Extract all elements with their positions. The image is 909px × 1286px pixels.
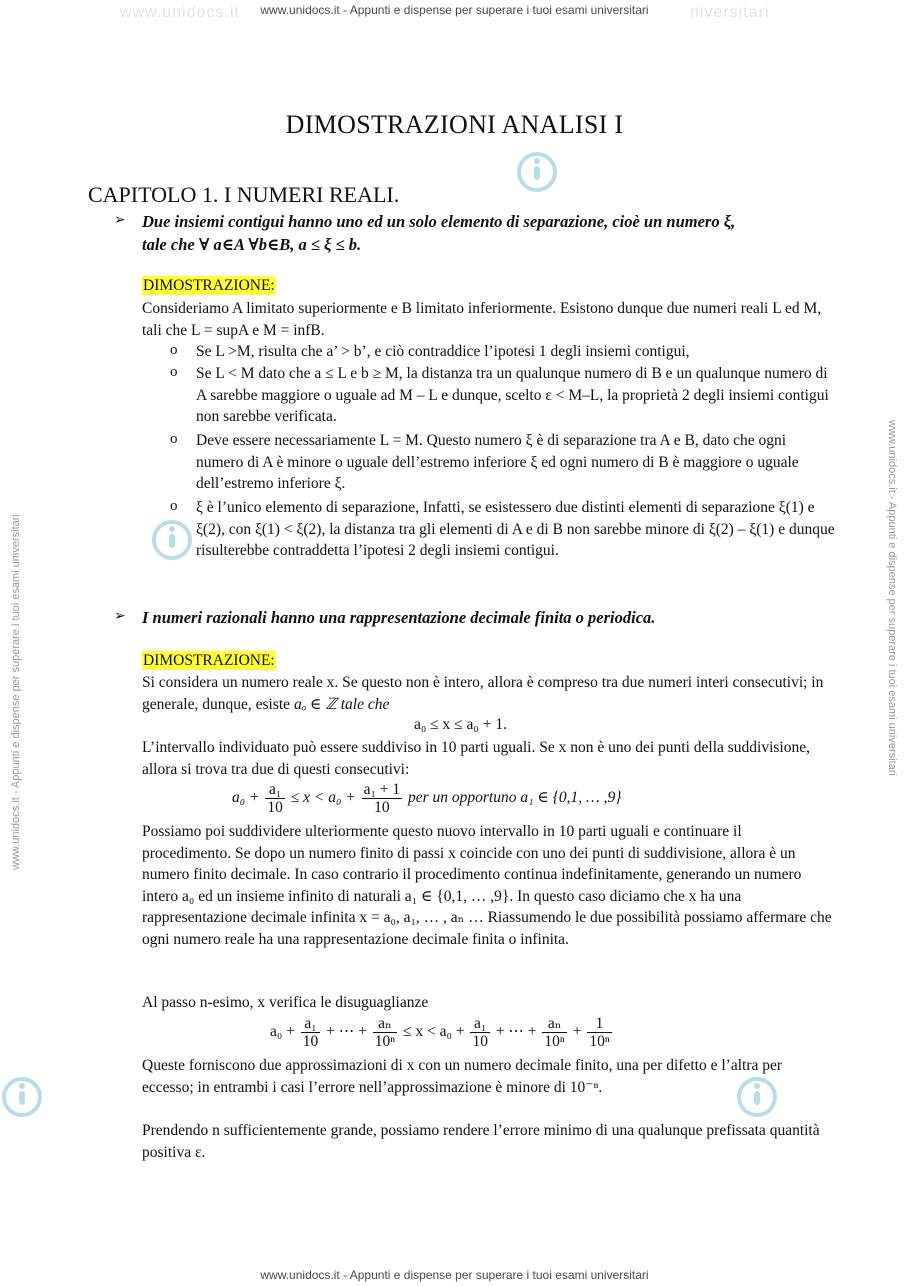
fraction-denominator: 10ⁿ <box>374 1033 396 1050</box>
watermark-header: www.unidocs.it - Appunti e dispense per superare i tuoi esami universitari <box>260 3 649 17</box>
proof-paragraph: Prendendo n sufficientemente grande, possiamo rendere l’errore minimo di una qualunque prefissata quantità positiva ε. <box>142 1122 820 1161</box>
bullet-arrow-icon: ➢ <box>114 213 126 228</box>
bullet-arrow-icon: ➢ <box>114 609 126 624</box>
formula-term: + <box>572 1023 582 1041</box>
formula-1: a₀ ≤ x ≤ a₀ + 1. <box>414 716 507 733</box>
fraction <box>470 1015 490 1050</box>
fraction-numerator: a₁ + 1 <box>363 781 401 798</box>
formula-term: per un opportuno a₁ ∈ {0,1, … ,9} <box>407 789 622 807</box>
fraction-denominator: 10ⁿ <box>589 1033 610 1050</box>
fraction-numerator: a₁ <box>265 781 285 799</box>
theorem-statement-line: tale che ∀ a∈A ∀b∈B, a ≤ ξ ≤ b. <box>142 235 362 254</box>
fraction <box>587 1015 611 1050</box>
fraction-numerator: aₙ <box>373 1015 397 1033</box>
proof-paragraph: Queste forniscono due approssimazioni di x con un numero decimale finito, una per difetto e l’altra per eccesso; in entrambi i casi l’errore nell’approssimazione è minore di 10⁻ⁿ. <box>142 1057 783 1096</box>
proof-label: DIMOSTRAZIONE: <box>143 652 275 669</box>
sub-bullet: o <box>170 498 178 514</box>
fraction-numerator: a₁ <box>301 1015 321 1033</box>
formula-2 <box>232 781 622 816</box>
inline-math: aₒ ∈ ℤ tale che <box>293 695 390 713</box>
sub-bullet: o <box>170 431 178 447</box>
formula-term: a₀ + <box>232 789 260 807</box>
fraction <box>265 781 285 816</box>
fraction-denominator: 10 <box>374 799 390 816</box>
fraction <box>362 781 403 816</box>
proof-intro: Consideriamo A limitato superiormente e B limitato inferiormente. Esistono dunque due numeri reali L ed M, tali che L = supA e M = infB. <box>142 300 822 339</box>
fraction-numerator: aₙ <box>542 1015 566 1033</box>
proof-paragraph <box>142 672 832 715</box>
proof-paragraph: L’intervallo individuato può essere suddiviso in 10 parti uguali. Se x non è uno dei punti della suddivisione, allora si trova tra due di questi consecutivi: <box>142 739 810 778</box>
formula-3 <box>270 1015 614 1050</box>
unidocs-logo-icon <box>0 1075 44 1119</box>
theorem-statement-2: I numeri razionali hanno una rappresentazione decimale finita o periodica. <box>142 608 656 627</box>
page-title: DIMOSTRAZIONI ANALISI I <box>285 110 624 139</box>
proof-text: Si considera un numero reale x. Se questo non è intero, allora è compreso tra due numeri interi consecutivi; in generale, dunque, esiste <box>142 674 824 713</box>
chapter-heading: CAPITOLO 1. I NUMERI REALI. <box>88 182 400 207</box>
unidocs-logo-icon <box>150 518 194 562</box>
proof-paragraph: Possiamo poi suddividere ulteriormente questo nuovo intervallo in 10 parti uguali e continuare il procedimento. Se dopo un numero finito di passi x coincide con uno dei punti di suddivisione, allora è un numero finito decimale. In caso contrario il procedimento continua indefinitamente, generando un numero intero a₀ ed un insieme infinito di naturali a₁ ∈ {0,1, … ,9}. In questo caso diciamo che x ha una rappresentazione decimale infinita x = a₀, a₁, … , aₙ … Riassumendo le due possibilità possiamo affermare che ogni numero reale ha una rappresentazione decimale finita o infinita. <box>142 823 832 948</box>
sub-bullet: o <box>170 364 178 380</box>
proof-label: DIMOSTRAZIONE: <box>143 277 275 294</box>
watermark-side-left: www.unidocs.it - Appunti e dispense per superare i tuoi esami universitari <box>10 514 22 870</box>
fraction-numerator: a₁ <box>470 1015 490 1033</box>
formula-term: ≤ x < a₀ + <box>290 789 356 807</box>
formula-term: ≤ x < a₀ + <box>403 1023 465 1041</box>
unidocs-logo-icon <box>515 150 559 194</box>
list-item: ξ è l’unico elemento di separazione, Infatti, se esistessero due distinti elementi di separazione ξ(1) e ξ(2), con ξ(1) < ξ(2), la distanza tra gli elementi di A e di B non sarebbe minore di ξ(2) – ξ(1) e dunque risulterebbe contraddetta l’ipotesi 2 degli insiemi contigui. <box>196 499 835 559</box>
watermark-ghost-left: www.unidocs.it <box>120 4 240 21</box>
list-item: Se L >M, risulta che a’ > b’, e ciò contraddice l’ipotesi 1 degli insiemi contigui, <box>196 343 690 360</box>
fraction-denominator: 10 <box>267 799 283 816</box>
watermark-footer: www.unidocs.it - Appunti e dispense per superare i tuoi esami universitari <box>260 1268 649 1282</box>
formula-term: + ⋯ + <box>326 1023 367 1041</box>
formula-term: + ⋯ + <box>495 1023 537 1041</box>
fraction-numerator: 1 <box>587 1015 611 1033</box>
fraction-denominator: 10 <box>302 1033 319 1050</box>
watermark-side-right: www.unidocs.it - Appunti e dispense per superare i tuoi esami universitari <box>886 420 898 776</box>
theorem-statement-1 <box>142 210 832 256</box>
fraction-denominator: 10 <box>472 1033 488 1050</box>
list-item: Deve essere necessariamente L = M. Questo numero ξ è di separazione tra A e B, dato che ogni numero di A è minore o uguale dell’estremo inferiore ξ ed ogni numero di B è maggiore o uguale dell’estremo inferiore ξ. <box>196 432 799 492</box>
sub-bullet: o <box>170 342 178 358</box>
list-item: Se L < M dato che a ≤ L e b ≥ M, la distanza tra un qualunque numero di B e un qualunque numero di A sarebbe maggiore o uguale ad M – L e dunque, scelto ε < M–L, la proprietà 2 degli insiemi contigui non sarebbe verificata. <box>196 365 829 425</box>
fraction-denominator: 10ⁿ <box>544 1033 565 1050</box>
fraction <box>542 1015 566 1050</box>
watermark-ghost-right: niversitari <box>690 4 770 21</box>
theorem-statement-line: Due insiemi contigui hanno uno ed un solo elemento di separazione, cioè un numero ξ, <box>142 212 736 231</box>
formula-term: a₀ + <box>270 1023 295 1041</box>
proof-paragraph: Al passo n-esimo, x verifica le disuguaglianze <box>142 994 429 1011</box>
fraction <box>373 1015 397 1050</box>
fraction <box>301 1015 321 1050</box>
